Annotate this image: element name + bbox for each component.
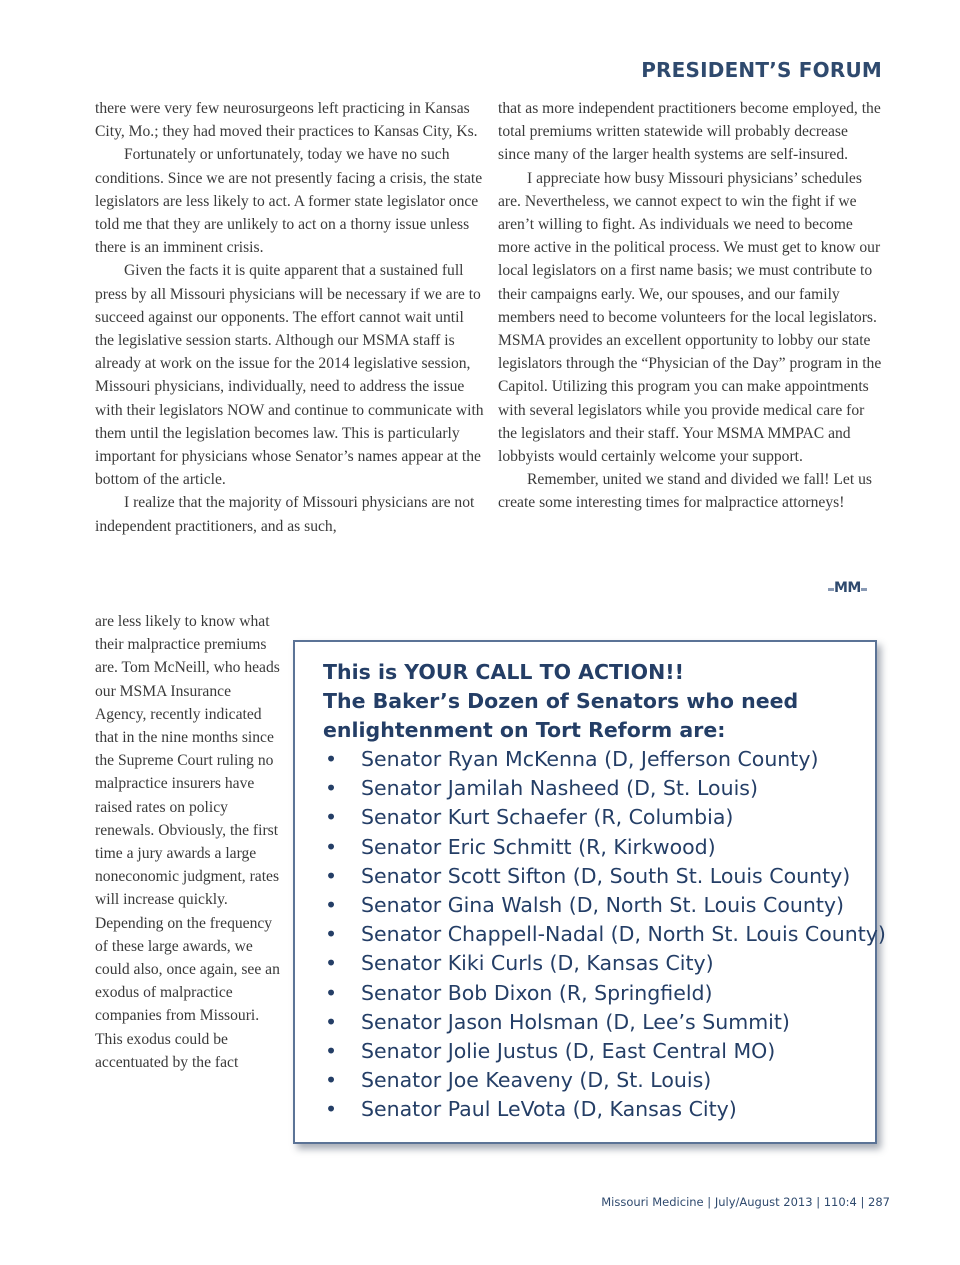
senator-list-item [323, 1037, 875, 1066]
senator-list-item [323, 774, 875, 803]
senator-list-item [323, 862, 875, 891]
paragraph: are less likely to know what their malpractice premiums are. Tom McNeill, who heads our MSMA Insurance Agency, recently indicated that in the nine months since the Supreme Court ruling no malpractice insurers have raised rates on policy renewals. Obviously, the first time a jury awards a large noneconomic judgment, rates will increase quickly. Depending on the frequency of these large awards, we could also, once again, see an exodus of malpractice companies from Missouri. This exodus could be accentuated by the fact [95, 613, 280, 1071]
senator-list-item [323, 833, 875, 862]
paragraph: Fortunately or unfortunately, today we have no such conditions. Since we are not presently facing a crisis, the state legislators are less likely to act. A former state legislator once told me that they are unlikely to act on a thorny issue unless there is an imminent crisis. [95, 146, 483, 257]
callout-heading-line1: This is YOUR CALL TO ACTION!! [323, 660, 684, 684]
senator-list-item [323, 920, 886, 949]
senator-name: Senator Jamilah Nasheed (D, St. Louis) [361, 776, 758, 801]
bullet-icon: • [325, 922, 338, 947]
paragraph: Remember, united we stand and divided we fall! Let us create some interesting times for malpractice attorneys! [498, 471, 872, 512]
bullet-icon: • [325, 863, 338, 888]
paragraph: I appreciate how busy Missouri physicians’ schedules are. Nevertheless, we cannot expect to win the fight if we aren’t willing to fight. As individuals we need to become more active in the political process. We must get to know our local legislators on a first name basis; we must contribute to their campaigns early. We, our spouses, and our family members need to become volunteers for the local legislators. MSMA provides an excellent opportunity to lobby our state legislators through the “Physician of the Day” program in the Capitol. Utilizing this program you can make appointments with several legislators while you provide medical care for the legislators and their staff. Your MSMA MMPAC and lobbyists would certainly welcome your support. [498, 169, 882, 466]
bullet-icon: • [325, 980, 338, 1005]
bullet-icon: • [325, 834, 338, 859]
section-title: PRESIDENT’S FORUM [641, 58, 882, 82]
senator-list-item [323, 1066, 875, 1095]
bullet-icon: • [325, 1039, 338, 1064]
senator-list-item [323, 979, 875, 1008]
senator-name: Senator Bob Dixon (R, Springfield) [361, 980, 713, 1005]
senator-name: Senator Kurt Schaefer (R, Columbia) [361, 805, 734, 830]
senator-list-item [323, 745, 875, 774]
end-mark-logo: MM [834, 580, 861, 596]
bullet-icon: • [325, 1068, 338, 1093]
page-footer: Missouri Medicine | July/August 2013 | 110:4 | 287 [601, 1195, 890, 1209]
right-column [498, 97, 883, 515]
callout-heading-line2: The Baker’s Dozen of Senators who need enlightenment on Tort Reform are: [323, 689, 799, 742]
bullet-icon: • [325, 1009, 338, 1034]
senator-name: Senator Ryan McKenna (D, Jefferson County) [361, 747, 819, 771]
bullet-icon: • [325, 747, 338, 771]
bullet-icon: • [325, 805, 338, 830]
left-column-top [95, 97, 485, 538]
senator-name: Senator Joe Keaveny (D, St. Louis) [361, 1068, 712, 1093]
senator-name: Senator Kiki Curls (D, Kansas City) [361, 951, 714, 976]
senator-name: Senator Gina Walsh (D, North St. Louis County) [361, 893, 845, 918]
paragraph: there were very few neurosurgeons left practicing in Kansas City, Mo.; they had moved their practices to Kansas City, Ks. [95, 100, 478, 141]
paragraph: that as more independent practitioners become employed, the total premiums written statewide will probably decrease since many of the larger health systems are self-insured. [498, 100, 881, 164]
senator-list-item [323, 1095, 875, 1124]
senator-name: Senator Jason Holsman (D, Lee’s Summit) [361, 1009, 790, 1034]
senator-name: Senator Scott Sifton (D, South St. Louis County) [361, 863, 851, 888]
paragraph: Given the facts it is quite apparent that a sustained full press by all Missouri physicians will be necessary if we are to succeed against our opponents. The effort cannot wait until the legislative session starts. Although our MSMA staff is already at work on the issue for the 2014 legislative session, Missouri physicians, individually, need to address the issue with their legislators NOW and continue to communicate with them until the legislation becomes law. This is particularly important for physicians whose Senator’s names appear at the bottom of the article. [95, 262, 484, 489]
senator-list-item [323, 891, 875, 920]
callout-heading [323, 658, 875, 745]
senator-name: Senator Jolie Justus (D, East Central MO) [361, 1039, 776, 1064]
senator-name: Senator Chappell-Nadal (D, North St. Louis County) [361, 922, 886, 947]
paragraph: I realize that the majority of Missouri physicians are not independent practitioners, and as such, [95, 494, 475, 535]
senator-name: Senator Paul LeVota (D, Kansas City) [361, 1097, 737, 1122]
bullet-icon: • [325, 1097, 338, 1122]
bullet-icon: • [325, 776, 338, 801]
bullet-icon: • [325, 951, 338, 976]
senator-list-item [323, 1008, 875, 1037]
senator-list [323, 745, 886, 1125]
bullet-icon: • [325, 893, 338, 918]
senator-list-item [323, 803, 875, 832]
left-column-narrow [95, 610, 280, 1074]
senator-name: Senator Eric Schmitt (R, Kirkwood) [361, 834, 716, 859]
senator-list-item [323, 949, 875, 978]
call-to-action-box [293, 640, 886, 1144]
